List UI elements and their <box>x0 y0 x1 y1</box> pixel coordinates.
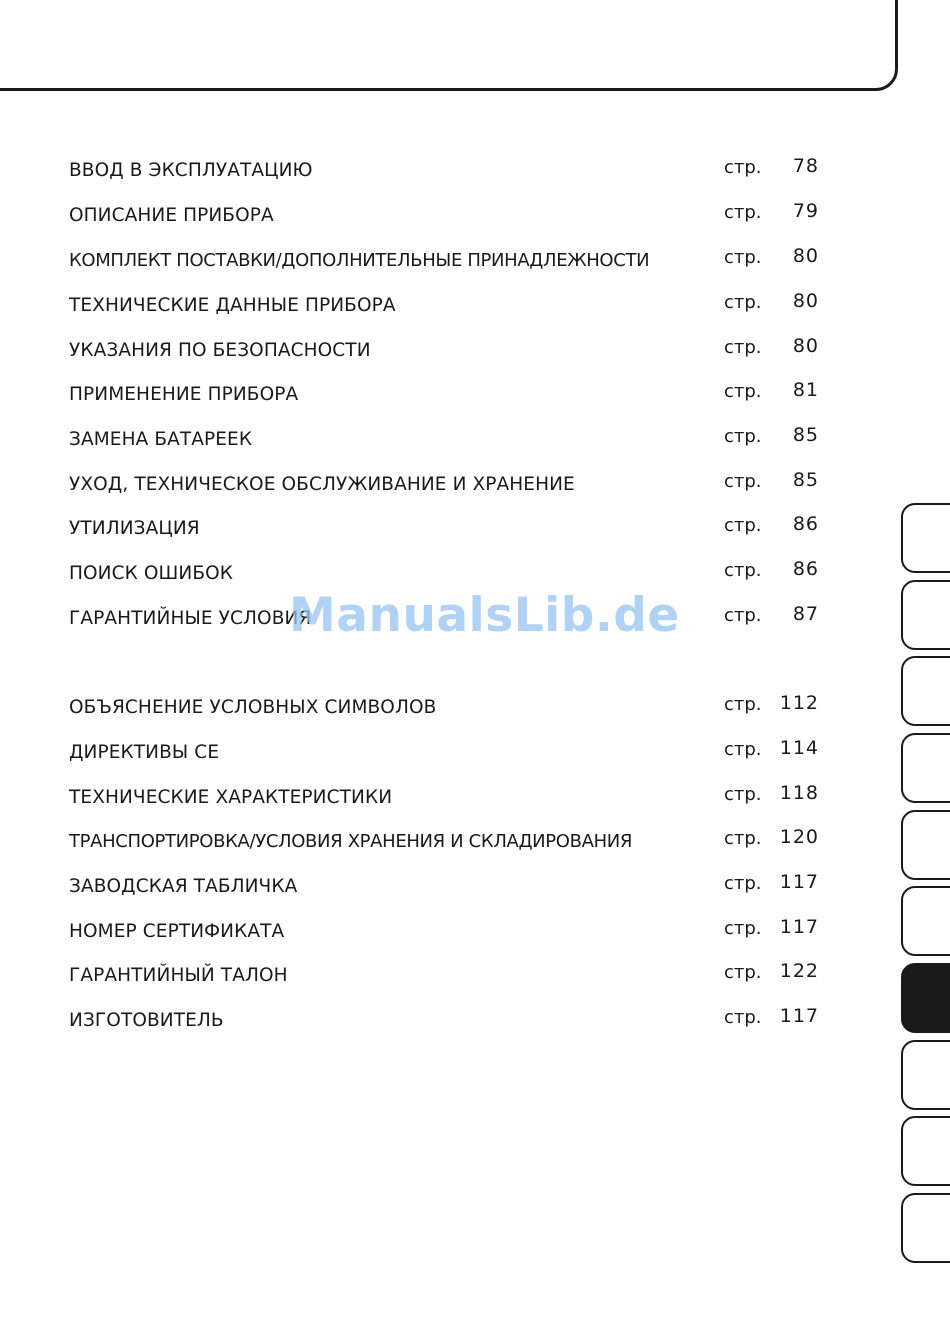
toc-entry-title: ДИРЕКТИВЫ СЕ <box>69 742 220 763</box>
toc-entry-page-number: 112 <box>779 692 819 714</box>
side-tab[interactable] <box>901 733 950 803</box>
toc-entry[interactable] <box>69 201 829 231</box>
toc-entry[interactable] <box>69 156 829 186</box>
toc-entry-title: ОПИСАНИЕ ПРИБОРА <box>69 205 274 226</box>
toc-entry-page-number: 86 <box>792 558 819 580</box>
header-frame <box>0 0 898 91</box>
side-tab[interactable] <box>901 656 950 726</box>
toc-entry[interactable] <box>69 246 829 276</box>
toc-entry-title: ИЗГОТОВИТЕЛЬ <box>69 1010 224 1031</box>
toc-entry-page-prefix: стр. <box>724 962 762 983</box>
toc-entry-title: ТЕХНИЧЕСКИЕ ДАННЫЕ ПРИБОРА <box>69 295 396 316</box>
toc-entry-page-prefix: стр. <box>724 381 762 402</box>
toc-entry-title: ЗАМЕНА БАТАРЕЕК <box>69 429 253 450</box>
toc-entry-page-number: 117 <box>779 1005 819 1027</box>
toc-entry-page-prefix: стр. <box>724 202 762 223</box>
toc-entry-page-number: 122 <box>779 960 819 982</box>
toc-entry-title: КОМПЛЕКТ ПОСТАВКИ/ДОПОЛНИТЕЛЬНЫЕ ПРИНАДЛЕЖНОСТИ <box>69 250 650 271</box>
toc-entry-title: ПРИМЕНЕНИЕ ПРИБОРА <box>69 384 299 405</box>
toc-entry[interactable] <box>69 917 829 947</box>
toc-entry-page-prefix: стр. <box>724 247 762 268</box>
toc-entry-title: УКАЗАНИЯ ПО БЕЗОПАСНОСТИ <box>69 340 371 361</box>
toc-entry[interactable] <box>69 559 829 589</box>
toc-entry-page-prefix: стр. <box>724 694 762 715</box>
toc-entry[interactable] <box>69 961 829 991</box>
toc-entry[interactable] <box>69 291 829 321</box>
toc-entry-page-prefix: стр. <box>724 784 762 805</box>
toc-entry-page-number: 80 <box>792 335 819 357</box>
side-tab[interactable] <box>901 1193 950 1263</box>
toc-entry[interactable] <box>69 1006 829 1036</box>
toc-entry[interactable] <box>69 425 829 455</box>
side-tab[interactable] <box>901 810 950 880</box>
toc-entry[interactable] <box>69 380 829 410</box>
toc-entry[interactable] <box>69 738 829 768</box>
toc-entry-page-number: 118 <box>779 782 819 804</box>
toc-entry-title: ГАРАНТИЙНЫЕ УСЛОВИЯ <box>69 608 312 629</box>
toc-entry-page-number: 85 <box>792 469 819 491</box>
toc-entry[interactable] <box>69 693 829 723</box>
toc-entry[interactable] <box>69 783 829 813</box>
toc-entry-page-prefix: стр. <box>724 918 762 939</box>
toc-entry-page-prefix: стр. <box>724 560 762 581</box>
toc-entry-page-prefix: стр. <box>724 471 762 492</box>
toc-entry-page-prefix: стр. <box>724 292 762 313</box>
toc-entry-page-prefix: стр. <box>724 1007 762 1028</box>
toc-entry-title: УХОД, ТЕХНИЧЕСКОЕ ОБСЛУЖИВАНИЕ И ХРАНЕНИЕ <box>69 474 575 495</box>
toc-entry-page-number: 81 <box>792 379 819 401</box>
toc-entry-title: ТЕХНИЧЕСКИЕ ХАРАКТЕРИСТИКИ <box>69 787 393 808</box>
toc-entry-page-number: 80 <box>792 245 819 267</box>
toc-entry-page-prefix: стр. <box>724 426 762 447</box>
toc-entry-page-number: 117 <box>779 871 819 893</box>
toc-entry-page-number: 79 <box>792 200 819 222</box>
toc-entry-page-number: 117 <box>779 916 819 938</box>
side-tab[interactable] <box>901 1116 950 1186</box>
toc-entry-page-prefix: стр. <box>724 515 762 536</box>
toc-entry[interactable] <box>69 827 829 857</box>
toc-entry-title: ЗАВОДСКАЯ ТАБЛИЧКА <box>69 876 298 897</box>
toc-entry[interactable] <box>69 336 829 366</box>
toc-entry-page-number: 78 <box>792 155 819 177</box>
side-tab[interactable] <box>901 1040 950 1110</box>
toc-entry-page-number: 114 <box>779 737 819 759</box>
side-tab[interactable] <box>901 580 950 650</box>
toc-entry-title: УТИЛИЗАЦИЯ <box>69 518 200 539</box>
toc-entry-page-number: 87 <box>792 603 819 625</box>
side-tab[interactable] <box>901 503 950 573</box>
toc-entry-title: ПОИСК ОШИБОК <box>69 563 234 584</box>
toc-entry-page-number: 120 <box>779 826 819 848</box>
toc-entry-title: ГАРАНТИЙНЫЙ ТАЛОН <box>69 965 288 986</box>
toc-entry-page-prefix: стр. <box>724 157 762 178</box>
toc-entry-title: ВВОД В ЭКСПЛУАТАЦИЮ <box>69 160 313 181</box>
side-tab-active[interactable] <box>901 963 950 1033</box>
toc-entry-page-number: 86 <box>792 513 819 535</box>
toc-entry-page-prefix: стр. <box>724 873 762 894</box>
toc-entry[interactable] <box>69 514 829 544</box>
toc-entry-title: ОБЪЯСНЕНИЕ УСЛОВНЫХ СИМВОЛОВ <box>69 697 437 718</box>
toc-entry-page-number: 85 <box>792 424 819 446</box>
side-tab[interactable] <box>901 886 950 956</box>
toc-entry-page-prefix: стр. <box>724 605 762 626</box>
toc-entry-title: ТРАНСПОРТИРОВКА/УСЛОВИЯ ХРАНЕНИЯ И СКЛАДИРОВАНИЯ <box>69 831 633 852</box>
toc-entry[interactable] <box>69 872 829 902</box>
toc-entry-page-number: 80 <box>792 290 819 312</box>
toc-entry-page-prefix: стр. <box>724 337 762 358</box>
toc-entry[interactable] <box>69 470 829 500</box>
toc-entry-page-prefix: стр. <box>724 739 762 760</box>
toc-entry-title: НОМЕР СЕРТИФИКАТА <box>69 921 285 942</box>
watermark-logo: ManualsLib.de <box>289 588 680 643</box>
toc-entry-page-prefix: стр. <box>724 828 762 849</box>
